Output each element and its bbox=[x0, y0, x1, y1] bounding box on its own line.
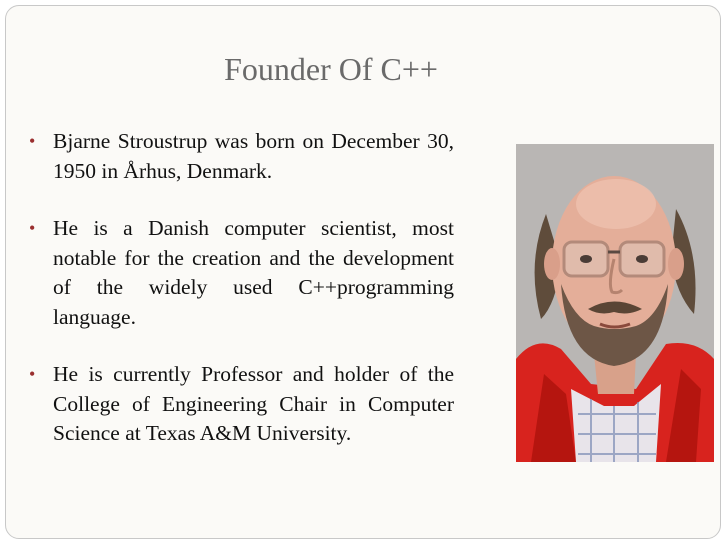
bullet-item bbox=[29, 214, 454, 332]
bullet-marker: • bbox=[29, 131, 36, 151]
bullet-text: He is currently Professor and holder of the College of Engineering Chair in Computer Science at Texas A&M University. bbox=[53, 362, 454, 445]
slide-title: Founder Of C++ bbox=[224, 51, 438, 87]
bullet-item bbox=[29, 127, 454, 186]
bullet-marker: • bbox=[29, 218, 36, 238]
slide bbox=[5, 5, 721, 539]
bullet-marker: • bbox=[29, 364, 36, 384]
bullet-item bbox=[29, 360, 454, 449]
portrait-photo bbox=[516, 144, 714, 462]
portrait-illustration bbox=[516, 144, 714, 462]
bullet-text: Bjarne Stroustrup was born on December 30, 1950 in Århus, Denmark. bbox=[53, 129, 454, 183]
bullet-text: He is a Danish computer scientist, most notable for the creation and the development of the widely used C++programming language. bbox=[53, 216, 454, 329]
bullet-list bbox=[29, 127, 454, 477]
